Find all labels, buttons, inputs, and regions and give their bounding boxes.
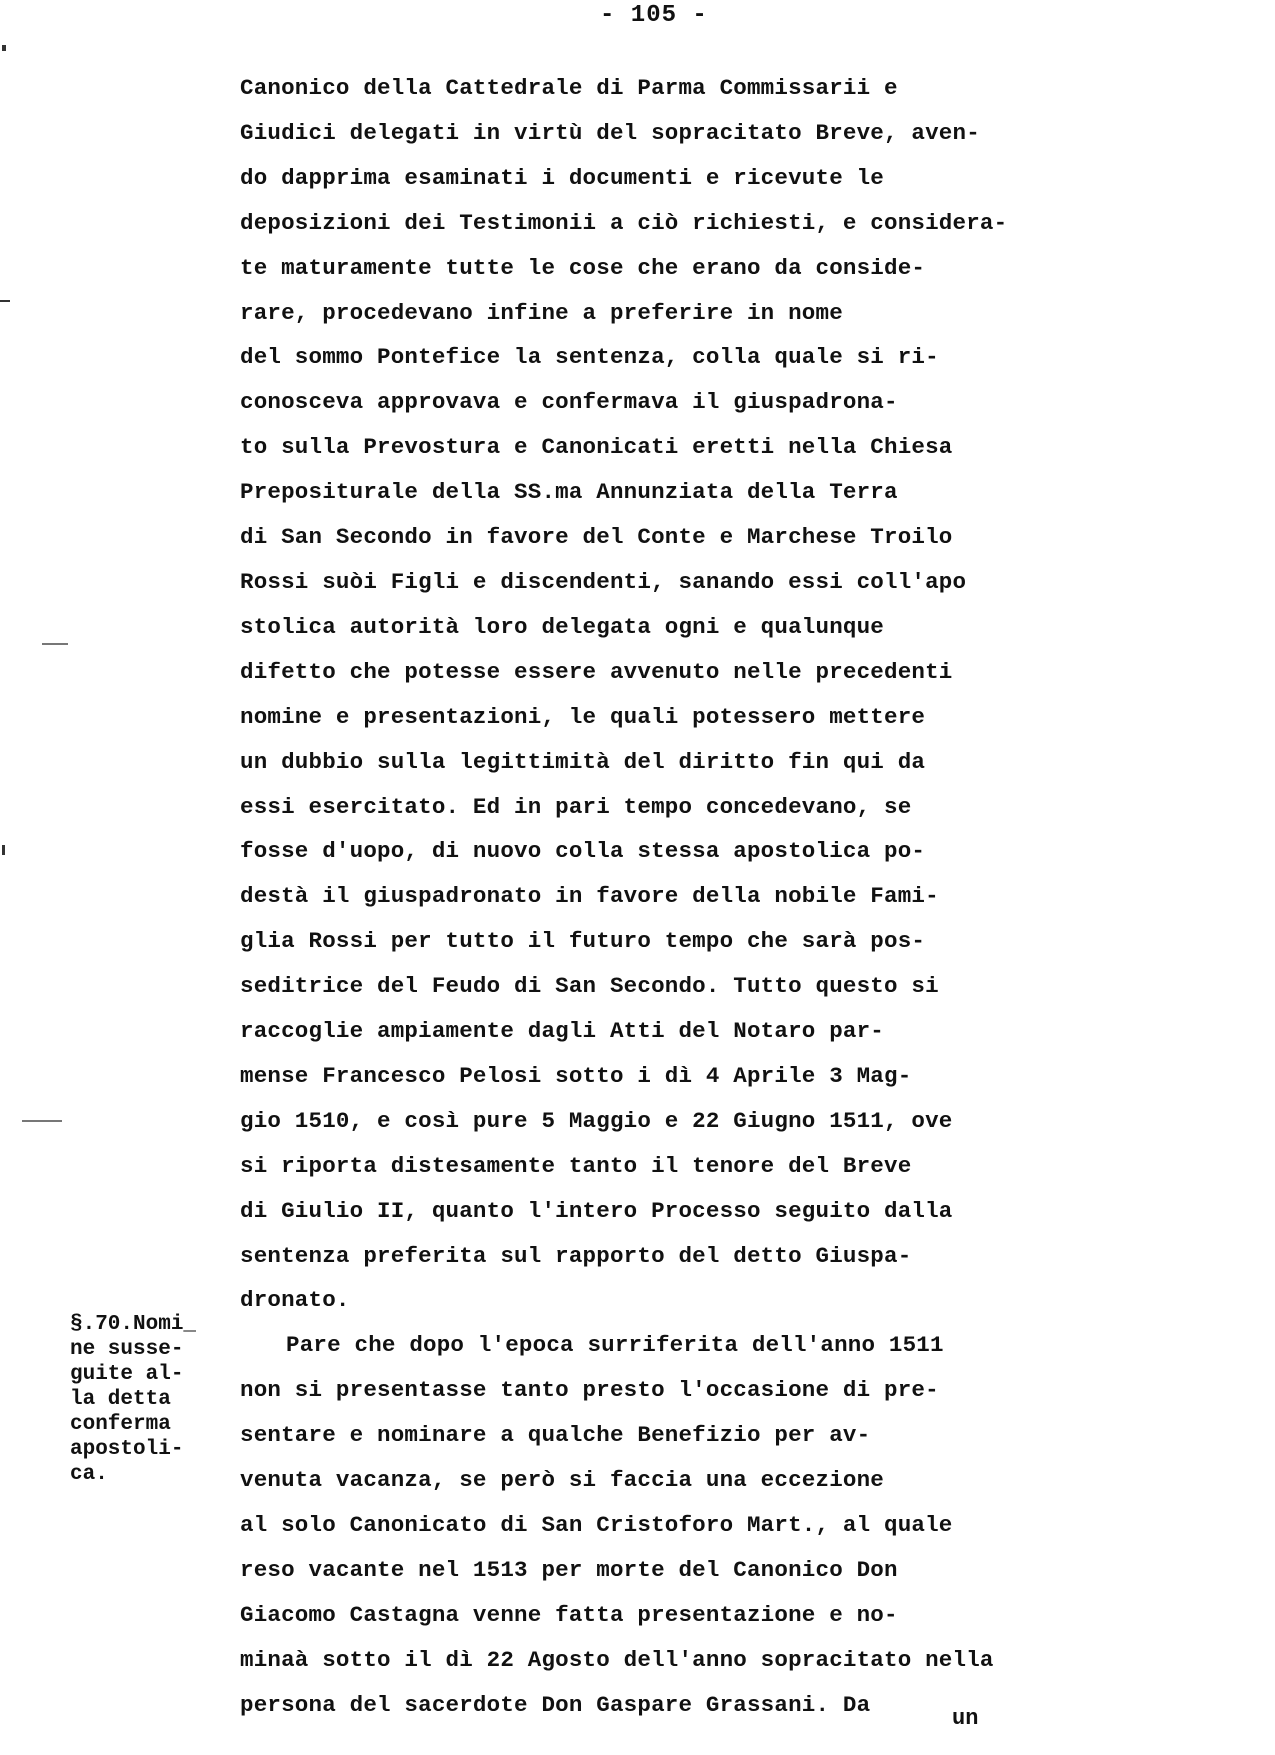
scan-edge-mark (2, 845, 5, 855)
margin-note-line: la detta (70, 1388, 171, 1411)
page-number: - 105 - (600, 2, 708, 29)
text-line: fosse d'uopo, di nuovo colla stessa apostolica po- (240, 838, 926, 865)
text-line: Giacomo Castagna venne fatta presentazione e no- (240, 1601, 898, 1628)
text-line: Prepositurale della SS.ma Annunziata della Terra (240, 479, 898, 506)
text-line: reso vacante nel 1513 per morte del Canonico Don (240, 1556, 898, 1583)
text-line: conosceva approvava e confermava il giuspadrona- (240, 389, 898, 416)
text-line: mense Francesco Pelosi sotto i dì 4 Aprile 3 Mag- (240, 1062, 912, 1089)
scan-edge-mark (2, 45, 6, 51)
text-line: sentenza preferita sul rapporto del detto Giuspa- (240, 1242, 912, 1269)
text-line: un dubbio sulla legittimità del diritto fin qui da (240, 748, 926, 775)
text-line: difetto che potesse essere avvenuto nelle precedenti (240, 658, 953, 685)
text-line: deposizioni dei Testimonii a ciò richiesti, e considera- (240, 209, 1008, 236)
text-line: destà il giuspadronato in favore della nobile Fami- (240, 883, 939, 910)
text-line: di Giulio II, quanto l'intero Processo seguito dalla (240, 1197, 953, 1224)
text-line: raccoglie ampiamente dagli Atti del Notaro par- (240, 1018, 885, 1045)
margin-note-line: ne susse- (70, 1338, 184, 1361)
text-line: minaà sotto il dì 22 Agosto dell'anno sopracitato nella (240, 1646, 994, 1673)
margin-note (70, 1312, 230, 1487)
text-line: essi esercitato. Ed in pari tempo concedevano, se (240, 793, 912, 820)
text-line: di San Secondo in favore del Conte e Marchese Troilo (240, 524, 953, 551)
text-line: non si presentasse tanto presto l'occasione di pre- (240, 1377, 939, 1404)
text-line: gio 1510, e così pure 5 Maggio e 22 Giugno 1511, ove (240, 1107, 953, 1134)
text-line: Pare che dopo l'epoca surriferita dell'anno 1511 (286, 1332, 944, 1359)
text-line: stolica autorità loro delegata ogni e qualunque (240, 613, 885, 640)
text-line: Canonico della Cattedrale di Parma Commissarii e (240, 75, 898, 101)
margin-note-line: guite al- (70, 1363, 184, 1386)
body-text (240, 66, 1140, 1728)
text-line: persona del sacerdote Don Gaspare Grassani. Da (240, 1691, 871, 1718)
text-line: Giudici delegati in virtù del sopracitato Breve, aven- (240, 119, 980, 146)
text-line: venuta vacanza, se però si faccia una eccezione (240, 1467, 885, 1494)
text-line: rare, procedevano infine a preferire in nome (240, 299, 843, 326)
text-line: seditrice del Feudo di San Secondo. Tutto questo si (240, 973, 939, 1000)
scan-edge-mark (0, 300, 10, 302)
text-line: to sulla Prevostura e Canonicati eretti nella Chiesa (240, 434, 953, 461)
text-line: nomine e presentazioni, le quali potessero mettere (240, 703, 926, 730)
margin-note-line: ca. (70, 1463, 108, 1486)
catchword: un (952, 1706, 979, 1731)
scan-edge-mark (22, 1120, 62, 1122)
margin-note-line: conferma (70, 1413, 171, 1436)
text-line: al solo Canonicato di San Cristoforo Mart., al quale (240, 1512, 953, 1538)
text-line: glia Rossi per tutto il futuro tempo che sarà pos- (240, 928, 926, 955)
text-line: si riporta distesamente tanto il tenore del Breve (240, 1152, 912, 1179)
text-line: dronato. (240, 1287, 350, 1314)
text-line: do dapprima esaminati i documenti e ricevute le (240, 164, 885, 191)
margin-note-line: apostoli- (70, 1438, 184, 1461)
margin-note-line: §.70.Nomi_ (70, 1313, 197, 1336)
text-line: Rossi suòi Figli e discendenti, sanando essi coll'apo (240, 568, 967, 595)
text-line: del sommo Pontefice la sentenza, colla quale si ri- (240, 344, 939, 371)
text-line: te maturamente tutte le cose che erano da conside- (240, 254, 926, 281)
scan-edge-mark (42, 643, 68, 645)
text-line: sentare e nominare a qualche Benefizio per av- (240, 1422, 871, 1449)
